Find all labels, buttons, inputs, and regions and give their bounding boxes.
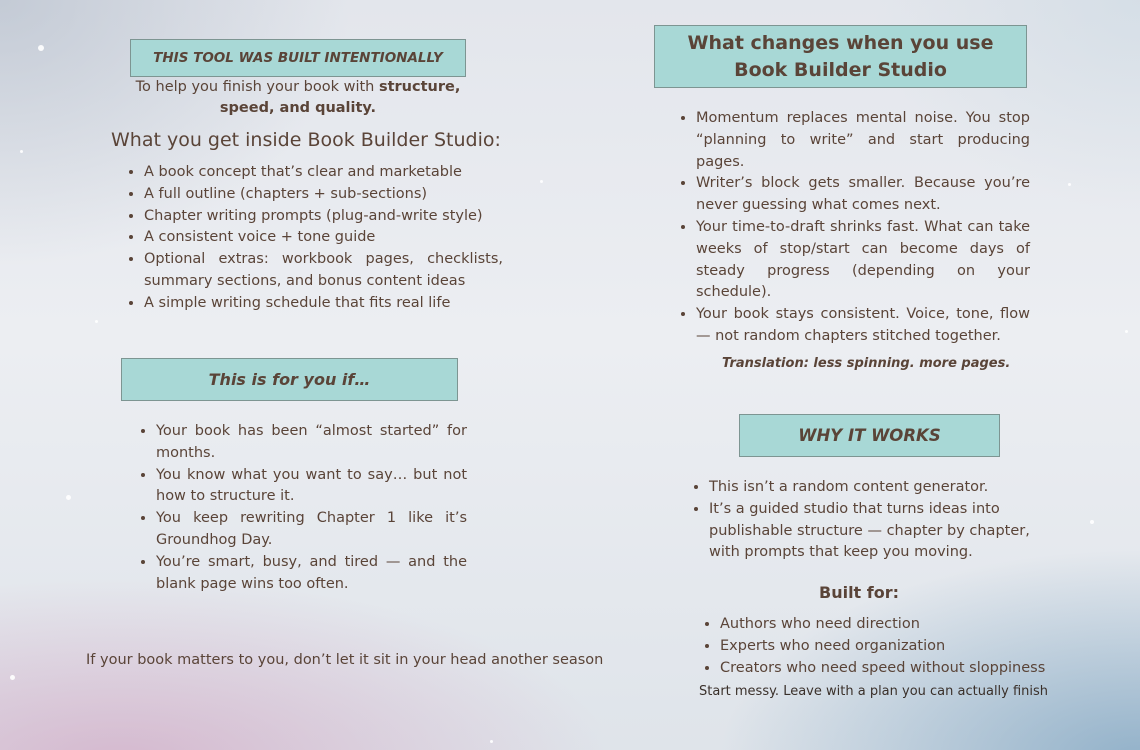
list-item: • A consistent voice + tone guide (144, 227, 503, 249)
right-footer: Start messy. Leave with a plan you can actually finish (699, 684, 1049, 699)
list-item: • It’s a guided studio that turns ideas into publishable structure — chapter by chapter, with prompts that keep you moving. (709, 499, 1049, 564)
list-item: • This isn’t a random content generator. (709, 477, 1049, 499)
built-intentionally-banner (130, 39, 466, 77)
list-item: • Your book stays consistent. Voice, tone, flow — not random chapters stitched together. (696, 304, 1030, 348)
list-item: • Your book has been “almost started” for months. (156, 421, 467, 465)
list-item: • Chapter writing prompts (plug-and-write style) (144, 206, 503, 228)
list-item: • You keep rewriting Chapter 1 like it’s Groundhog Day. (156, 508, 467, 552)
list-item: • Creators who need speed without sloppiness (720, 658, 1080, 680)
why-it-works-banner (739, 414, 1000, 457)
built-for-heading: Built for: (819, 583, 900, 602)
list-item: • A full outline (chapters + sub-sections) (144, 184, 503, 206)
help-text (130, 77, 466, 119)
translation-line: Translation: less spinning. more pages. (722, 356, 1011, 371)
list-item: • You’re smart, busy, and tired — and the blank page wins too often. (156, 552, 467, 596)
star-dot (20, 150, 23, 153)
list-item: • Optional extras: workbook pages, checklists, summary sections, and bonus content ideas (144, 249, 503, 293)
star-dot (540, 180, 543, 183)
list-item: • You know what you want to say… but not how to structure it. (156, 465, 467, 509)
list-item: • Your time-to-draft shrinks fast. What can take weeks of stop/start can become days of steady progress (depending on your schedule). (696, 217, 1030, 304)
star-dot (490, 740, 493, 743)
banner-title: What changes when you use Book Builder Studio (687, 31, 994, 81)
star-dot (10, 675, 15, 680)
star-dot (95, 320, 98, 323)
changes-banner (654, 25, 1027, 88)
star-dot (1125, 330, 1128, 333)
list-item: • A book concept that’s clear and marketable (144, 162, 503, 184)
list-item: • Experts who need organization (720, 636, 1080, 658)
built-for-list (702, 614, 1080, 679)
for-you-banner (121, 358, 458, 401)
list-item: • A simple writing schedule that fits real life (144, 293, 503, 315)
star-dot (38, 45, 44, 51)
list-item: • Authors who need direction (720, 614, 1080, 636)
banner-title: THIS TOOL WAS BUILT INTENTIONALLY (153, 50, 443, 66)
star-dot (66, 495, 71, 500)
star-dot (1090, 520, 1094, 524)
why-list (691, 477, 1049, 564)
banner-title: This is for you if… (208, 370, 371, 389)
help-prefix: To help you finish your book with (135, 79, 379, 95)
banner-title: WHY IT WORKS (798, 426, 941, 445)
list-item: • Momentum replaces mental noise. You stop “planning to write” and start producing pages. (696, 108, 1030, 173)
changes-list (678, 108, 1030, 348)
help-bold: structure, speed, and quality. (219, 79, 461, 116)
inside-list (126, 162, 503, 315)
inside-heading: What you get inside Book Builder Studio: (111, 129, 501, 151)
left-footer: If your book matters to you, don’t let it sit in your head another season (86, 652, 604, 668)
for-you-list (138, 421, 467, 595)
star-dot (1068, 183, 1071, 186)
list-item: • Writer’s block gets smaller. Because you’re never guessing what comes next. (696, 173, 1030, 217)
